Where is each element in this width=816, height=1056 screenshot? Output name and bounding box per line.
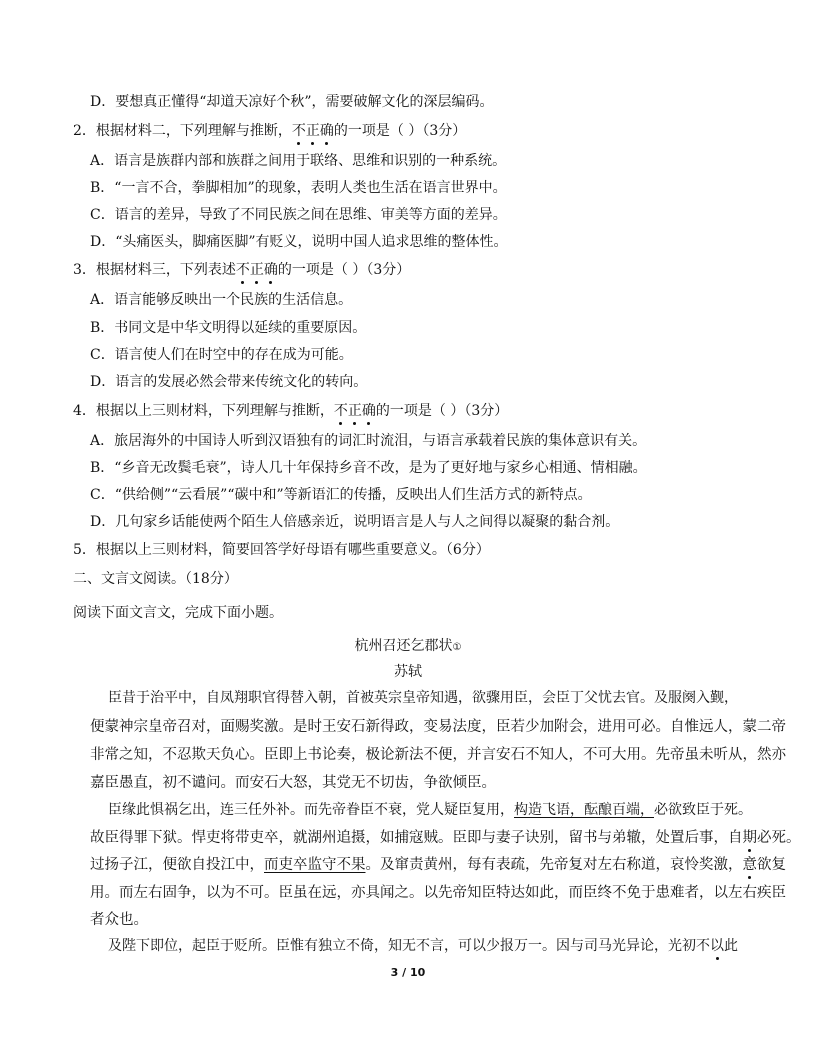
- q4-option-b: B．“乡音无改鬓毛衰”，诗人几十年保持乡音不改，是为了更好地与家乡心相通、情相融。: [90, 460, 647, 476]
- p1-line-1: 臣昔于治平中，自凤翔职官得替入朝，首被英宗皇帝知遇，欲骤用臣，会臣丁父忧去官。及服阕入觐，: [108, 690, 738, 706]
- p3-line-1: [108, 936, 738, 956]
- section-heading: 二、文言文阅读。（18分）: [73, 571, 238, 587]
- p1-line-3: 非常之知，不忍欺天负心。臣即上书论奏，极论新法不便，并言安石不知人，不可大用。先帝虽未听从，然亦: [90, 747, 786, 763]
- emphasis-char: 以: [710, 938, 724, 954]
- emphasis-char: 确: [263, 262, 278, 278]
- p2-line-5: 者众也。: [90, 912, 148, 928]
- question-2-suffix: 的一项是（ ）（3分）: [333, 123, 467, 139]
- question-3-prefix: 3．根据材料三，下列表述: [73, 262, 236, 278]
- p2-line-1: [108, 800, 752, 820]
- emphasis-char: 不: [291, 123, 306, 139]
- footnote-mark: ①: [452, 642, 462, 653]
- q2-option-d: D．“头痛医头，脚痛医脚”有贬义，说明中国人追求思维的整体性。: [90, 234, 508, 250]
- emphasis-char: 确: [319, 123, 334, 139]
- text-segment: 臣缘此惧祸乞出，连三任外补。而先帝眷臣不衰，党人疑臣复用，: [108, 802, 514, 818]
- emphasis-char: 正: [347, 403, 362, 419]
- text-segment: 故臣得罪下狱。悍吏将带吏卒，就湖州追摄，如捕寇贼。臣即与妻子诀别，留书与弟辙，处置后事，自: [90, 830, 743, 846]
- text-segment: 必死。: [757, 830, 801, 846]
- p1-line-4: 嘉臣愚直，初不谴问。而安石大怒，其党无不切齿，争欲倾臣。: [90, 775, 496, 791]
- q4-option-a: A．旅居海外的中国诗人听到汉语独有的词汇时流泪，与语言承载着民族的集体意识有关。: [90, 433, 647, 449]
- page-number: 3 / 10: [390, 966, 426, 979]
- emphasis-char: 期: [742, 830, 757, 846]
- emphasis-char: 意: [742, 857, 757, 873]
- underlined-phrase: 而吏卒监守不果: [264, 857, 366, 873]
- emphasis-char: 正: [305, 123, 320, 139]
- question-2: [73, 121, 466, 141]
- question-5: 5．根据以上三则材料，简要回答学好母语有哪些重要意义。（6分）: [73, 542, 490, 558]
- passage-title: [0, 636, 816, 658]
- text-segment: 欲复: [757, 857, 786, 873]
- question-4-prefix: 4．根据以上三则材料，下列理解与推断，: [73, 403, 334, 419]
- passage-author: 苏轼: [394, 664, 422, 680]
- p2-line-4: 用。而左右固争，以为不可。臣虽在远，亦具闻之。以先帝知臣特达如此，而臣终不免于患难者，以左右疾臣: [90, 885, 786, 901]
- text-segment: 此: [724, 938, 738, 954]
- text-segment: 。及窜责黄州，每有表疏，先帝复对左右称道，哀怜奖激，: [365, 857, 743, 873]
- question-2-prefix: 2．根据材料二，下列理解与推断，: [73, 123, 292, 139]
- q3-option-a: A．语言能够反映出一个民族的生活信息。: [90, 292, 353, 308]
- prev-option-d: D．要想真正懂得“却道天凉好个秋”，需要破解文化的深层编码。: [90, 94, 494, 110]
- q3-option-d: D．语言的发展必然会带来传统文化的转向。: [90, 374, 368, 390]
- question-4-suffix: 的一项是（ ）（3分）: [375, 403, 509, 419]
- text-segment: 必欲致臣于死。: [654, 802, 752, 818]
- q2-option-a: A．语言是族群内部和族群之间用于联络、思维和识别的一种系统。: [90, 153, 507, 169]
- p1-line-2: 便蒙神宗皇帝召对，面赐奖激。是时王安石新得政，变易法度，臣若少加附会，进用可必。自惟远人，蒙二帝: [90, 719, 786, 735]
- question-3-suffix: 的一项是（ ）（3分）: [277, 262, 411, 278]
- q3-option-b: B．书同文是中华文明得以延续的重要原因。: [90, 320, 367, 336]
- q3-option-c: C．语言使人们在时空中的存在成为可能。: [90, 347, 353, 363]
- passage-title-text: 杭州召还乞郡状: [354, 638, 453, 654]
- q2-option-b: B．“一言不合，拳脚相加”的现象，表明人类也生活在语言世界中。: [90, 180, 507, 196]
- question-3: [73, 260, 410, 280]
- p2-line-3: [90, 855, 786, 875]
- emphasis-char: 不: [333, 403, 348, 419]
- emphasis-char: 确: [361, 403, 376, 419]
- question-4: [73, 401, 508, 421]
- text-segment: 及陛下即位，起臣于贬所。臣惟有独立不倚，知无不言，可以少报万一。因与司马光异论，光初不: [108, 938, 710, 954]
- p2-line-2: [90, 828, 801, 848]
- instruction: 阅读下面文言文，完成下面小题。: [73, 605, 283, 621]
- q2-option-c: C．语言的差异，导致了不同民族之间在思维、审美等方面的差异。: [90, 207, 507, 223]
- emphasis-char: 不: [235, 262, 250, 278]
- text-segment: 过扬子江，便欲自投江中，: [90, 857, 264, 873]
- emphasis-char: 正: [249, 262, 264, 278]
- underlined-phrase: 构造飞语，酝酿百端，: [514, 802, 654, 818]
- q4-option-c: C．“供给侧”“云看展”“碳中和”等新语汇的传播，反映出人们生活方式的新特点。: [90, 487, 592, 503]
- q4-option-d: D．几句家乡话能使两个陌生人倍感亲近，说明语言是人与人之间得以凝聚的黏合剂。: [90, 514, 620, 530]
